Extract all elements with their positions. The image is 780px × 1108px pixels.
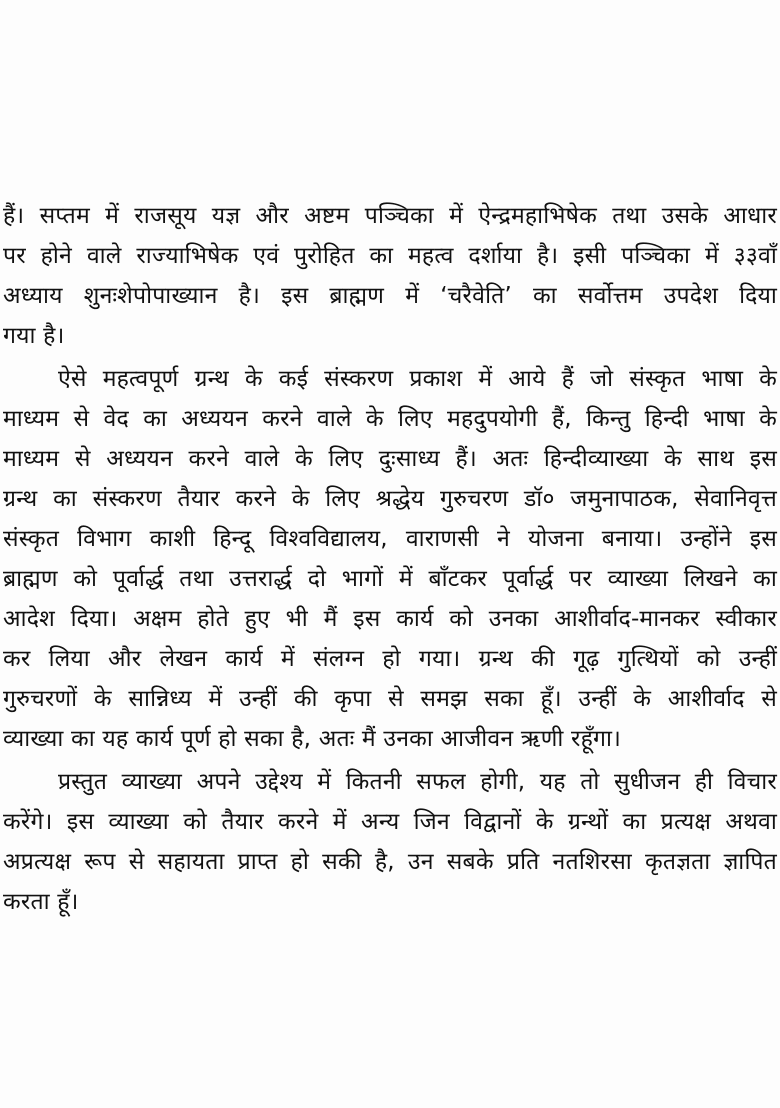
text-line: प्रस्तुत व्याख्या अपने उद्देश्य में कितनी सफल होगी, यह तो सुधीजन ही विचार <box>58 769 777 795</box>
text-line: गया है। <box>3 323 65 349</box>
text-line: आदेश दिया। अक्षम होते हुए भी मैं इस कार्य को उनका आशीर्वाद-मानकर स्वीकार <box>3 606 777 632</box>
text-line: करता हूँ। <box>3 889 79 915</box>
text-line: करेंगे। इस व्याख्या को तैयार करने में अन्य जिन विद्वानों के ग्रन्थों का प्रत्यक्ष अथवा <box>3 809 777 835</box>
text-line: हैं। सप्तम में राजसूय यज्ञ और अष्टम पञ्चिका में ऐन्द्रमहाभिषेक तथा उसके आधार <box>3 203 777 229</box>
text-line: पर होने वाले राज्याभिषेक एवं पुरोहित का महत्व दर्शाया है। इसी पञ्चिका में ३३वाँ <box>3 243 777 269</box>
text-line: अप्रत्यक्ष रूप से सहायता प्राप्त हो सकी है, उन सबके प्रति नतशिरसा कृतज्ञता ज्ञापित <box>3 849 777 875</box>
text-line: संस्कृत विभाग काशी हिन्दू विश्वविद्यालय, वाराणसी ने योजना बनाया। उन्होंने इस <box>3 526 777 552</box>
text-line: माध्यम से अध्ययन करने वाले के लिए दुःसाध्य हैं। अतः हिन्दीव्याख्या के साथ इस <box>3 446 777 472</box>
text-line: ब्राह्मण को पूर्वार्द्ध तथा उत्तरार्द्ध दो भागों में बाँटकर पूर्वार्द्ध पर व्याख्या लिखने का <box>3 566 777 592</box>
text-line: ग्रन्थ का संस्करण तैयार करने के लिए श्रद्धेय गुरुचरण डॉ० जमुनापाठक, सेवानिवृत्त <box>3 486 777 512</box>
text-line: ऐसे महत्वपूर्ण ग्रन्थ के कई संस्करण प्रकाश में आये हैं जो संस्कृत भाषा के <box>58 366 777 392</box>
text-line: व्याख्या का यह कार्य पूर्ण हो सका है, अतः मैं उनका आजीवन ऋणी रहूँगा। <box>3 726 622 752</box>
text-line: अध्याय शुनःशेपोपाख्यान है। इस ब्राह्मण में ‘चरैवेति’ का सर्वोत्तम उपदेश दिया <box>3 283 777 309</box>
text-line: गुरुचरणों के सान्निध्य में उन्हीं की कृपा से समझ सका हूँ। उन्हीं के आशीर्वाद से <box>3 686 777 712</box>
text-line: माध्यम से वेद का अध्ययन करने वाले के लिए महदुपयोगी हैं, किन्तु हिन्दी भाषा के <box>3 406 777 432</box>
text-line: कर लिया और लेखन कार्य में संलग्न हो गया। ग्रन्थ की गूढ़ गुत्थियों को उन्हीं <box>3 646 777 672</box>
